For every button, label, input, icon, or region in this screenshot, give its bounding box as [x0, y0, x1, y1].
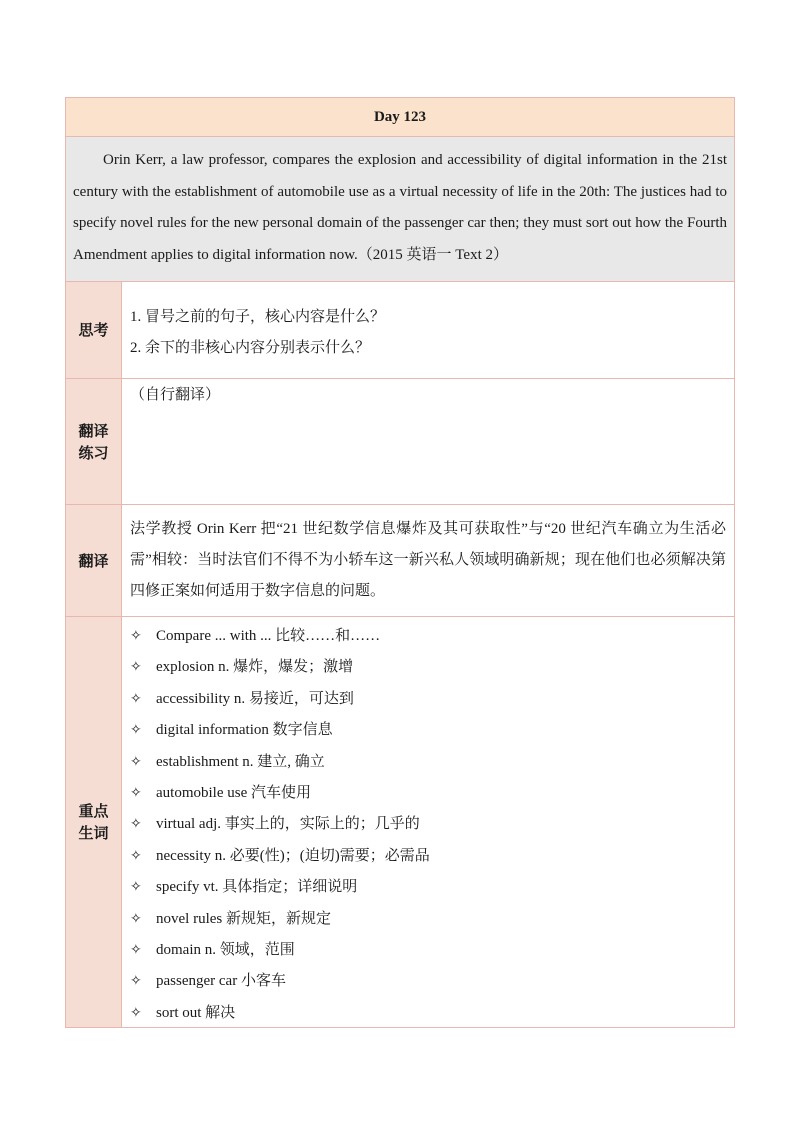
think-section: [66, 282, 734, 379]
diamond-bullet-icon: ✧: [130, 816, 142, 833]
vocab-item: [130, 966, 726, 997]
diamond-bullet-icon: ✧: [130, 722, 142, 739]
vocab-item-text: accessibility n. 易接近，可达到: [156, 690, 354, 707]
diamond-bullet-icon: ✧: [130, 690, 142, 707]
diamond-bullet-icon: ✧: [130, 784, 142, 801]
vocab-list: [122, 617, 734, 1027]
vocab-item-text: domain n. 领域，范围: [156, 941, 295, 958]
vocab-item: [130, 809, 726, 840]
diamond-bullet-icon: ✧: [130, 910, 142, 927]
diamond-bullet-icon: ✧: [130, 847, 142, 864]
diamond-bullet-icon: ✧: [130, 628, 142, 644]
vocab-item-text: establishment n. 建立, 确立: [156, 753, 325, 770]
practice-section: [66, 379, 734, 505]
vocab-section: [66, 617, 734, 1027]
vocab-label: [66, 617, 122, 1027]
diamond-bullet-icon: ✧: [130, 879, 142, 896]
vocab-item-text: automobile use 汽车使用: [156, 784, 311, 801]
vocab-item: [130, 684, 726, 715]
vocab-label-text: 重点生词: [78, 802, 109, 842]
think-questions: [122, 282, 734, 378]
translation-text: 法学教授 Orin Kerr 把“21 世纪数学信息爆炸及其可获取性”与“20 世纪汽车确立为生活必需”相较：当时法官们不得不为小轿车这一新兴私人领域明确新规；现在他们也必须解决第四修正案如何适用于数字信息的问题。: [130, 521, 726, 599]
practice-placeholder: （自行翻译）: [130, 387, 221, 403]
diamond-bullet-icon: ✧: [130, 659, 142, 676]
translation-label: 翻译: [66, 505, 122, 616]
vocab-item: [130, 747, 726, 778]
vocab-item-text: digital information 数字信息: [156, 722, 333, 739]
vocab-item: [130, 841, 726, 872]
translation-section: [66, 505, 734, 617]
vocab-item-text: novel rules 新规矩，新规定: [156, 910, 331, 927]
vocab-item-text: explosion n. 爆炸，爆发；激增: [156, 659, 354, 676]
vocab-item: [130, 715, 726, 746]
practice-label-text: 翻译练习: [78, 421, 109, 462]
vocab-item: [130, 935, 726, 966]
vocab-item-text: passenger car 小客车: [156, 973, 286, 990]
english-passage: Orin Kerr, a law professor, compares the explosion and accessibility of digital information in the 21st century with the establishment of automobile use as a virtual necessity of life in the 20th: The justices had to specify novel rules for the new personal domain of the passenger car then; they must sort out how the Fourth Amendment applies to digital information now.（2015 英语一 Text 2）: [66, 137, 734, 282]
vocab-item-text: virtual adj. 事实上的，实际上的；几乎的: [156, 816, 420, 833]
vocab-item: [130, 872, 726, 903]
vocab-item-text: necessity n. 必要(性)；(迫切)需要；必需品: [156, 847, 430, 864]
vocab-item: [130, 652, 726, 683]
practice-area[interactable]: [122, 379, 734, 504]
think-question: 2. 余下的非核心内容分别表示什么？: [130, 340, 371, 356]
practice-label: [66, 379, 122, 504]
vocab-item: [130, 621, 726, 652]
diamond-bullet-icon: ✧: [130, 941, 142, 958]
vocab-item-text: sort out 解决: [156, 1004, 236, 1021]
diamond-bullet-icon: ✧: [130, 753, 142, 770]
diamond-bullet-icon: ✧: [130, 1004, 142, 1021]
diamond-bullet-icon: ✧: [130, 973, 142, 990]
study-card-table: [65, 97, 735, 1028]
think-label: 思考: [66, 282, 122, 378]
vocab-item-text: specify vt. 具体指定；详细说明: [156, 879, 358, 896]
vocab-item: [130, 904, 726, 935]
vocab-item: [130, 998, 726, 1029]
day-title: Day 123: [66, 98, 734, 137]
vocab-item: [130, 778, 726, 809]
vocab-item-text: Compare ... with ... 比较……和……: [156, 628, 381, 644]
think-question: 1. 冒号之前的句子，核心内容是什么？: [130, 309, 386, 325]
